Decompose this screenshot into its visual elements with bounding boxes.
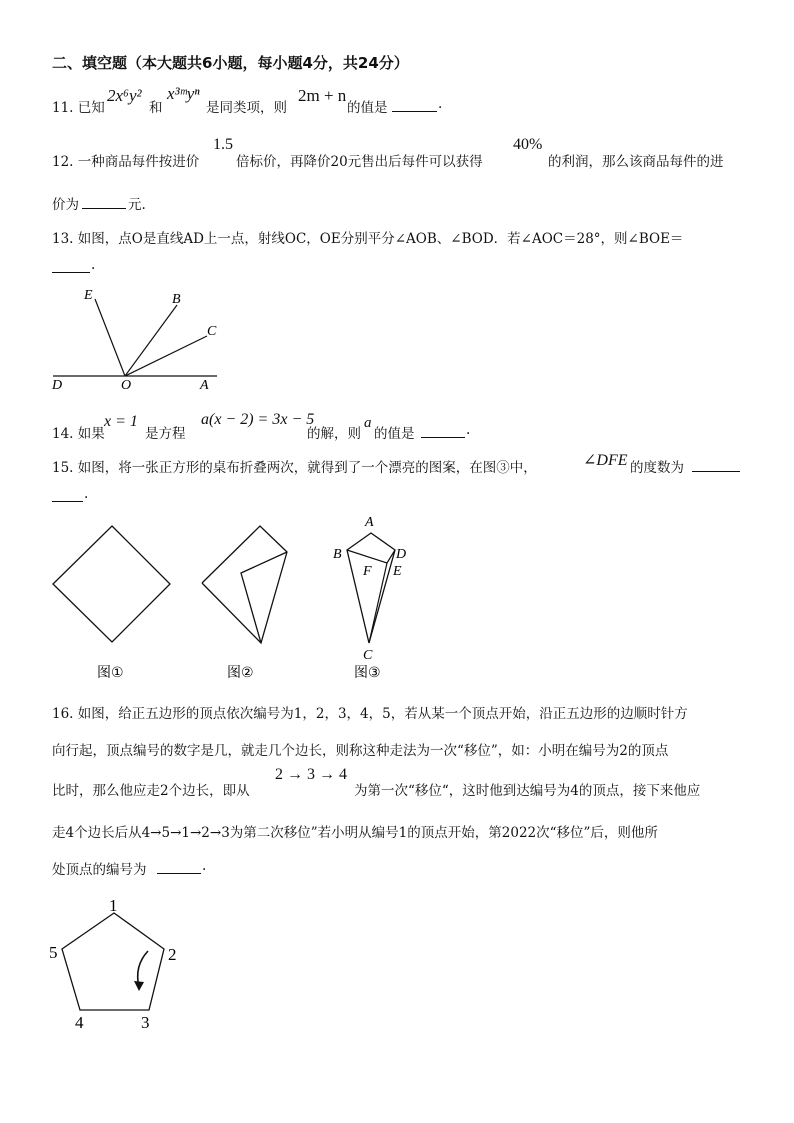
label-B: B	[172, 292, 181, 307]
q16-line4: 走4个边长后从4→5→1→2→3为第二次移位”若小明从编号1的顶点开始，第2022次“移位”后，则他所	[52, 825, 658, 841]
label-F: F	[363, 564, 372, 579]
q12-line2a: 价为	[52, 197, 79, 213]
vertex-4: 4	[75, 1013, 84, 1032]
q16-line5: 处顶点的编号为	[52, 862, 147, 878]
q11-expr3: 2m + n	[298, 86, 347, 105]
q15-answer-blank-a	[692, 459, 740, 472]
q12-line1b: 倍标价，再降价20元售出后每件可以获得	[236, 154, 483, 170]
q11-answer-blank	[392, 99, 437, 112]
q14-var: a	[364, 415, 372, 431]
q16-line1: 16. 如图，给正五边形的顶点依次编号为1，2，3，4，5，若从某一个顶点开始，沿正五边形的边顺时针方	[52, 706, 688, 722]
pentagon	[62, 913, 164, 1010]
caption-figure-2: 图②	[227, 665, 254, 681]
q14-a: 14. 如果	[52, 426, 105, 442]
label-B: B	[333, 547, 342, 562]
q15-answer-blank-b	[52, 489, 83, 502]
label-O: O	[121, 378, 132, 391]
q16-line3b: 为第一次“移位“，这时他到达编号为4的顶点，接下来他应	[354, 783, 701, 799]
label-E: E	[393, 564, 402, 579]
q11-text2: 是同类项，则	[206, 100, 287, 116]
caption-figure-1: 图①	[97, 665, 124, 681]
q12-answer-blank	[82, 196, 126, 209]
q15-line1b: 的度数为	[630, 460, 684, 476]
q14-answer-blank	[421, 425, 465, 438]
q12-line1c: 的利润，那么该商品每件的进	[548, 154, 724, 170]
figure3-ec	[369, 563, 387, 643]
q16-answer-blank	[157, 861, 201, 874]
vertex-3: 3	[141, 1013, 150, 1032]
ray-OC	[125, 336, 207, 376]
q13-text: 13. 如图，点O是直线AD上一点，射线OC，OE分别平分∠AOB、∠BOD．若∠AOC＝28°，则∠BOE＝	[52, 231, 684, 247]
q12-factor: 1.5	[213, 136, 233, 153]
q16-line2: 向行起，顶点编号的数字是几，就走几个边长，则称这种走法为一次“移位”，如：小明在编号为2的顶点	[52, 743, 669, 759]
clockwise-arrow-head	[134, 981, 144, 991]
q11-and: 和	[149, 100, 163, 116]
label-E: E	[84, 288, 93, 303]
figure3-fold	[347, 550, 395, 563]
q12-line1a: 12. 一种商品每件按进价	[52, 154, 200, 170]
q16-path: 2 → 3 → 4	[275, 766, 347, 783]
q14-cond: x = 1	[104, 413, 138, 430]
vertex-5: 5	[49, 943, 58, 962]
q13-figure	[45, 283, 235, 391]
figure1-square	[53, 526, 170, 642]
q13-answer-blank	[52, 260, 90, 273]
label-C: C	[363, 648, 373, 663]
figure3-kite	[347, 533, 395, 643]
q14-c: 的解，则	[307, 426, 361, 442]
ray-OB	[125, 305, 177, 376]
caption-figure-3: 图③	[354, 665, 381, 681]
label-D: D	[396, 547, 407, 562]
q11-text3: 的值是	[347, 100, 388, 116]
q15-angle: ∠DFE	[583, 452, 628, 469]
q11-expr1: 2x⁶y²	[107, 86, 142, 105]
ray-OE	[95, 299, 125, 376]
q15-line1a: 15. 如图，将一张正方形的桌布折叠两次，就得到了一个漂亮的图案，在图③中，	[52, 460, 537, 476]
q11-expr2: x³ᵐyⁿ	[167, 84, 200, 103]
q14-b: 是方程	[145, 426, 186, 442]
q14-eq: a(x − 2) = 3x − 5	[201, 411, 315, 428]
section-title: 二、填空题（本大题共6小题，每小题4分，共24分）	[52, 54, 409, 72]
label-D: D	[52, 378, 63, 391]
q15-figures	[45, 510, 445, 682]
vertex-2: 2	[168, 945, 177, 964]
q12-line2b: 元.	[128, 197, 146, 213]
vertex-1: 1	[109, 896, 118, 915]
q11-num: 11. 已知	[52, 100, 105, 116]
q12-percent: 40%	[513, 136, 543, 153]
q16-figure	[45, 893, 195, 1038]
label-A: A	[365, 515, 374, 530]
q14-d: 的值是	[374, 426, 415, 442]
q16-line3a: 比时，那么他应走2个边长，即从	[52, 783, 250, 799]
label-C: C	[207, 324, 217, 339]
label-A: A	[200, 378, 209, 391]
